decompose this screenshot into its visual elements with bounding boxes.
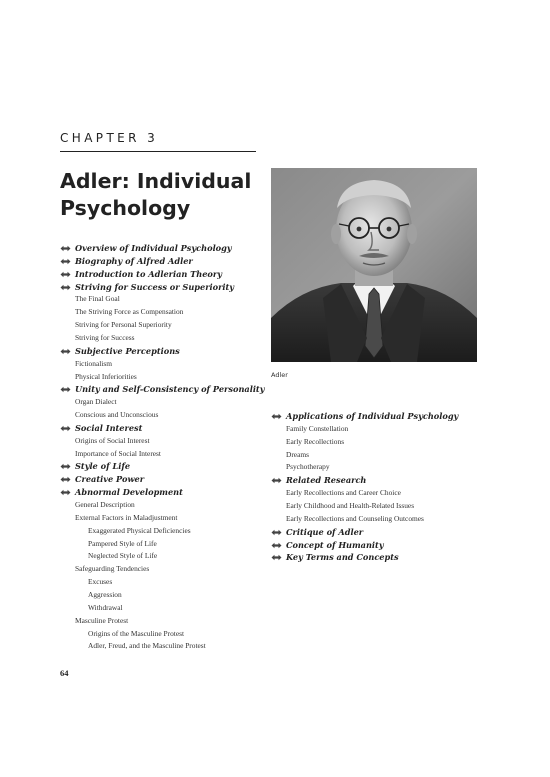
photo-caption: Adler bbox=[271, 371, 288, 379]
outline-subitem: Aggression bbox=[88, 589, 122, 599]
outline-heading-text: Key Terms and Concepts bbox=[286, 552, 399, 563]
chapter-label: CHAPTER 3 bbox=[60, 131, 159, 145]
chapter-title-line-1: Adler: Individual bbox=[60, 169, 252, 193]
outline-heading bbox=[271, 552, 399, 562]
outline-heading bbox=[60, 384, 264, 394]
outline-heading bbox=[60, 346, 180, 356]
arrow-bullet-icon bbox=[271, 553, 282, 563]
outline-heading bbox=[60, 269, 222, 279]
arrow-bullet-icon bbox=[60, 462, 71, 472]
adler-portrait-photo bbox=[271, 168, 477, 362]
outline-heading bbox=[60, 423, 142, 433]
arrow-bullet-icon bbox=[60, 270, 71, 280]
outline-subitem: Early Recollections bbox=[286, 436, 345, 446]
outline-subitem: The Striving Force as Compensation bbox=[75, 307, 184, 317]
outline-heading bbox=[60, 461, 130, 471]
outline-subitem: Striving for Success bbox=[75, 332, 135, 342]
outline-heading bbox=[60, 256, 193, 266]
outline-subitem: Early Recollections and Counseling Outcomes bbox=[286, 513, 424, 523]
outline-heading bbox=[271, 475, 366, 485]
outline-subitem: Origins of the Masculine Protest bbox=[88, 628, 185, 638]
outline-heading-text: Related Research bbox=[286, 475, 367, 486]
arrow-bullet-icon bbox=[271, 476, 282, 486]
outline-heading-text: Unity and Self-Consistency of Personality bbox=[75, 384, 265, 395]
outline-heading bbox=[60, 474, 144, 484]
portrait-image bbox=[271, 168, 477, 362]
arrow-bullet-icon bbox=[271, 412, 282, 422]
arrow-bullet-icon bbox=[60, 347, 71, 357]
outline-subitem: Conscious and Unconscious bbox=[75, 410, 159, 420]
outline-heading-text: Critique of Adler bbox=[286, 526, 364, 537]
outline-subitem: External Factors in Maladjustment bbox=[75, 512, 178, 522]
outline-subitem: Pampered Style of Life bbox=[88, 538, 157, 548]
outline-heading-text: Style of Life bbox=[75, 461, 131, 472]
arrow-bullet-icon bbox=[271, 528, 282, 538]
outline-heading-text: Biography of Alfred Adler bbox=[75, 255, 193, 266]
outline-heading-text: Abnormal Development bbox=[75, 487, 183, 498]
outline-subitem: The Final Goal bbox=[75, 294, 120, 304]
outline-subitem: Importance of Social Interest bbox=[75, 448, 161, 458]
outline-subitem: Withdrawal bbox=[88, 602, 123, 612]
arrow-bullet-icon bbox=[60, 424, 71, 434]
outline-subitem: Family Constellation bbox=[286, 423, 349, 433]
outline-heading-text: Creative Power bbox=[75, 474, 145, 485]
outline-subitem: Organ Dialect bbox=[75, 397, 117, 407]
arrow-bullet-icon bbox=[60, 385, 71, 395]
outline-heading-text: Introduction to Adlerian Theory bbox=[75, 268, 222, 279]
outline-heading-text: Social Interest bbox=[75, 422, 143, 433]
outline-subitem: Adler, Freud, and the Masculine Protest bbox=[88, 641, 206, 651]
outline-heading bbox=[271, 540, 384, 550]
arrow-bullet-icon bbox=[60, 257, 71, 267]
outline-subitem: Physical Inferiorities bbox=[75, 371, 137, 381]
chapter-title-line-2: Psychology bbox=[60, 196, 191, 220]
arrow-bullet-icon bbox=[271, 541, 282, 551]
outline-heading bbox=[271, 527, 363, 537]
outline-heading-text: Applications of Individual Psychology bbox=[286, 411, 459, 421]
outline-heading bbox=[60, 243, 232, 253]
outline-subitem: Safeguarding Tendencies bbox=[75, 564, 150, 574]
outline-subitem: Masculine Protest bbox=[75, 615, 129, 625]
outline-subitem: Excuses bbox=[88, 577, 113, 587]
arrow-bullet-icon bbox=[60, 488, 71, 498]
outline-subitem: Neglected Style of Life bbox=[88, 551, 158, 561]
outline-subitem: Psychotherapy bbox=[286, 462, 330, 472]
outline-subitem: Exaggerated Physical Deficiencies bbox=[88, 525, 191, 535]
chapter-title bbox=[60, 168, 260, 222]
outline-subitem: General Description bbox=[75, 500, 135, 509]
page-number: 64 bbox=[60, 668, 69, 678]
arrow-bullet-icon bbox=[60, 475, 71, 485]
outline-subitem: Early Recollections and Career Choice bbox=[286, 488, 401, 498]
outline-subitem: Dreams bbox=[286, 449, 309, 459]
outline-subitem: Fictionalism bbox=[75, 358, 112, 368]
outline-heading-text: Concept of Humanity bbox=[286, 539, 384, 550]
outline-subitem: Early Childhood and Health-Related Issues bbox=[286, 500, 415, 510]
outline-heading-text: Overview of Individual Psychology bbox=[75, 243, 232, 253]
outline-subitem: Origins of Social Interest bbox=[75, 435, 150, 445]
chapter-rule bbox=[60, 151, 256, 152]
outline-heading bbox=[271, 411, 458, 421]
outline-heading-text: Subjective Perceptions bbox=[75, 345, 180, 356]
outline-heading-text: Striving for Success or Superiority bbox=[75, 281, 235, 292]
outline-heading bbox=[60, 282, 234, 292]
outline-heading bbox=[60, 487, 183, 497]
arrow-bullet-icon bbox=[60, 244, 71, 254]
arrow-bullet-icon bbox=[60, 283, 71, 293]
outline-subitem: Striving for Personal Superiority bbox=[75, 320, 172, 330]
